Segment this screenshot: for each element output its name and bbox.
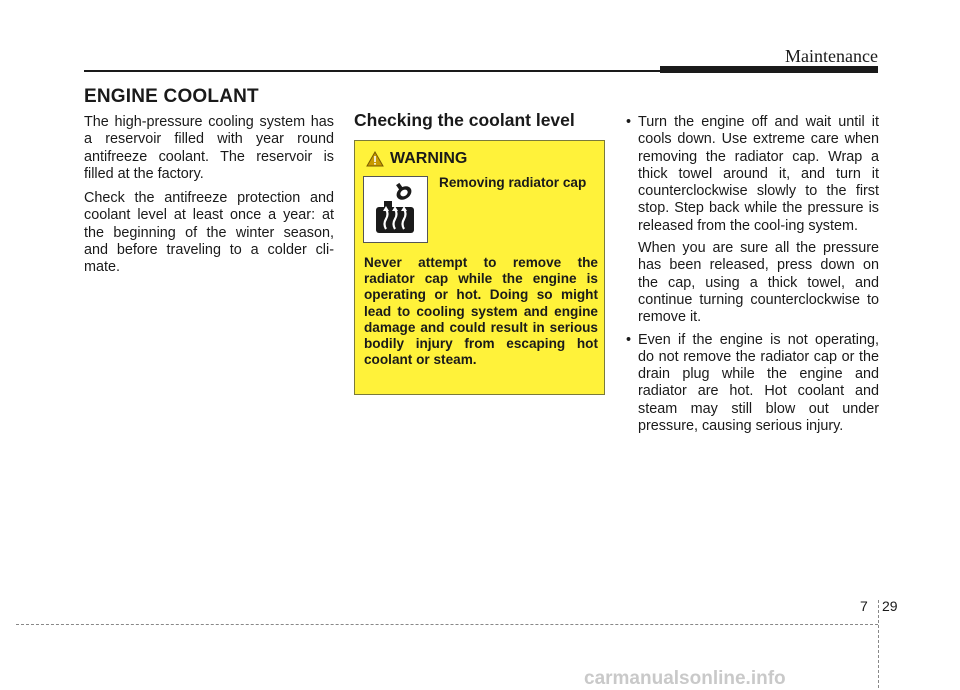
list-item bbox=[624, 332, 879, 436]
warning-header bbox=[366, 150, 467, 168]
chapter-number: 7 bbox=[860, 598, 868, 614]
bullet-dot: • bbox=[626, 114, 632, 130]
subheading: Checking the coolant level bbox=[354, 110, 575, 130]
paragraph: Check the antifreeze protection and coolant level at least once a year: at the beginning of the winter season, and before traveling to a colder cli-mate. bbox=[84, 190, 334, 276]
bullet-continuation: When you are sure all the pressure has been released, press down on the cap, using a thick towel, and continue turning counterclockwise to remove it. bbox=[638, 240, 879, 326]
bullet-text: Turn the engine off and wait until it cools down. Use extreme care when removing the radiator cap. Wrap a thick towel around it, and turn it counterclockwise slowly to the first stop. Step back while the pressure is released from the cool-ing system. bbox=[638, 114, 879, 234]
warning-label: WARNING bbox=[390, 150, 468, 167]
footer-vertical-rule bbox=[878, 600, 879, 688]
warning-subtitle: Removing radiator cap bbox=[439, 175, 587, 190]
page-number: 29 bbox=[882, 598, 898, 614]
paragraph: The high-pressure cooling system has a reservoir filled with year round antifreeze coolant. The reservoir is filled at the factory. bbox=[84, 114, 334, 182]
header-rule bbox=[84, 70, 660, 72]
warning-body: Never attempt to remove the radiator cap while the engine is operating or hot. Doing so might lead to cooling system and engine damage and could result in serious bodily injury from escaping hot coolant or steam. bbox=[364, 255, 598, 368]
list-item bbox=[624, 114, 879, 327]
watermark: carmanualsonline.info bbox=[584, 668, 786, 689]
warning-triangle-icon bbox=[366, 151, 384, 167]
footer-rule bbox=[16, 624, 878, 625]
bullet-text: Even if the engine is not operating, do not remove the radiator cap or the drain plug while the engine and radiator are hot. Hot coolant and steam may still blow out under pressure, causing serious injury. bbox=[638, 331, 879, 435]
column-1 bbox=[84, 114, 334, 284]
column-3 bbox=[624, 114, 879, 440]
radiator-cap-hot-icon bbox=[363, 176, 428, 243]
warning-box bbox=[354, 140, 605, 395]
bullet-dot: • bbox=[626, 331, 632, 348]
header-title: Maintenance bbox=[785, 46, 878, 66]
section-title: ENGINE COOLANT bbox=[84, 86, 259, 107]
header-bar bbox=[660, 66, 878, 73]
